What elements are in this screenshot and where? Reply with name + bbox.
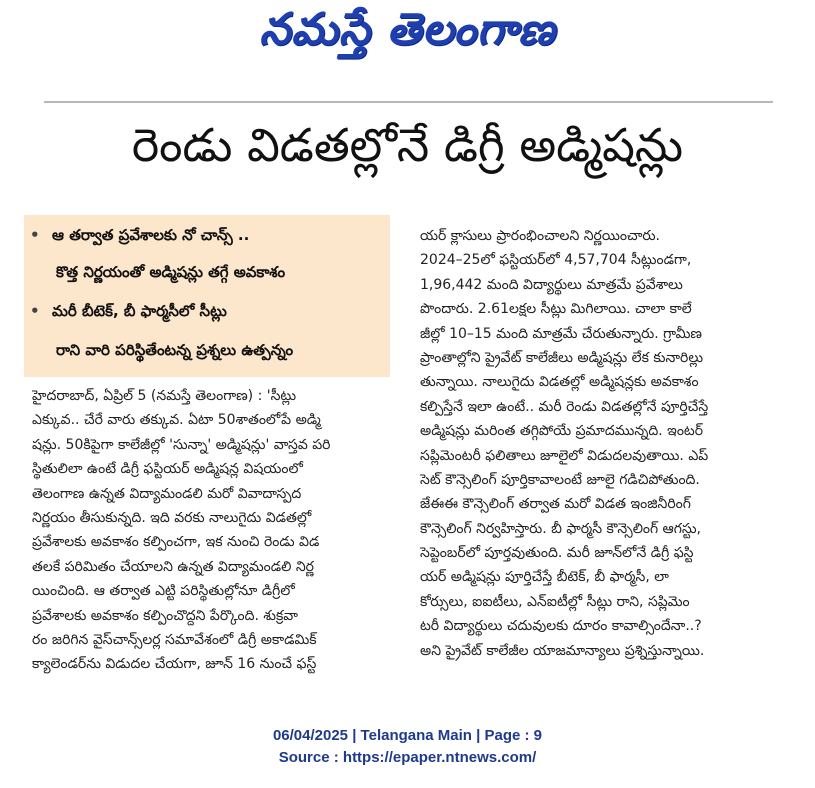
highlight-line-4: రాని వారి పరిస్థితేంటన్న ప్రశ్నలు ఉత్పన్నం	[56, 341, 294, 359]
article-right-column	[420, 224, 792, 663]
article-line: తెలంగాణ ఉన్నత విద్యామండలి మరో వివాదాస్పద	[32, 485, 302, 502]
article-line: టరీ విద్యార్థులు చదువులకు దూరం కావాల్సిందేనా..?	[420, 618, 702, 635]
article-line: షన్లు. 50కిపైగా కాలేజీల్లో 'సున్నా' అడ్మిషన్లు' వాస్తవ పరి	[32, 436, 331, 453]
article-line: తున్నాయి. నాలుగైదు విడతల్లో అడ్మిషన్లకు అవకాశం	[420, 374, 699, 391]
article-line: ప్రవేశాలకు అవకాశం కల్పించగా, ఇక నుంచి రెండు విడ	[32, 534, 320, 551]
article-line: ప్రాంతాల్లోని ప్రైవేట్ కాలేజీలు అడ్మిషన్లు లేక కునారిల్లు	[420, 349, 704, 366]
article-line: హైదరాబాద్, ఏప్రిల్ 5 (నమస్తే తెలంగాణ) : 'సీట్లు	[32, 388, 297, 404]
article-line: అని ప్రైవేట్ కాలేజీల యాజమాన్యాలు ప్రశ్నిస్తున్నాయి.	[420, 642, 705, 659]
article-line: క్యాలెండర్‌ను విడుదల చేయగా, జూన్ 16 నుంచే ఫస్ట్	[32, 656, 317, 673]
article-line: యర్ అడ్మిషన్లు పూర్తిచేస్తే బీటెక్, బీ ఫార్మసీ, లా	[420, 569, 669, 586]
article-line: కోర్సులు, ఐఐటీలు, ఎన్ఐటీల్లో సీట్లు రాని, సప్లిమెం	[420, 593, 690, 610]
article-line: తలకే పరిమితం చేయాలని ఉన్నత విద్యామండలి నిర్ణ	[32, 558, 314, 575]
article-line: ఎక్కువ.. చేరే వారు తక్కువ. ఏటా 50శాతంలోపే అడ్మి	[32, 412, 321, 429]
newspaper-masthead: నమస్తే తెలంగాణ	[259, 4, 556, 55]
article-line: జేఈఈ కౌన్సెలింగ్ తర్వాత మరో విడత ఇంజినీరింగ్	[420, 496, 691, 513]
article-line: సెప్టెంబర్‌లో పూర్తవుతుంది. మరీ జూన్‌లోనే డిగ్రీ ఫస్టి	[420, 545, 694, 562]
article-line: సప్లిమెంటరీ ఫలితాలు జూలైలో విడుదలవుతాయి. ఎప్	[420, 447, 709, 464]
article-line: నిర్ణయం తీసుకున్నది. ఇది వరకు నాలుగైదు విడతల్లో	[32, 509, 312, 526]
article-line: స్థితులిలా ఉంటే డిగ్రీ ఫస్టియర్ అడ్మిషన్ల విషయంలో	[32, 461, 303, 478]
article-line: 2024–25లో ఫస్టియర్‌లో 4,57,704 సీట్లుండగా,	[420, 252, 692, 269]
highlight-line-3	[30, 302, 227, 324]
article-line: ప్రవేశాలకు అవకాశం కల్పించొద్దని పేర్కొంది. శుక్రవా	[32, 607, 298, 624]
article-line: 1,96,442 మంది విద్యార్థులు మాత్రమే ప్రవేశాలు	[420, 276, 683, 293]
article-line: పొందారు. 2.61లక్షల సీట్లు మిగిలాయి. చాలా కాలే	[420, 301, 692, 318]
edition-info: 06/04/2025 | Telangana Main | Page : 9	[272, 727, 543, 744]
article-left-column	[32, 384, 396, 677]
article-line: యర్ క్లాసులు ప్రారంభించాలని నిర్ణయించారు.	[420, 228, 660, 244]
article-headline: రెండు విడతల్లోనే డిగ్రీ అడ్మిషన్లు	[131, 118, 684, 172]
highlight-text: మరీ బీటెక్, బీ ఫార్మసీలో సీట్లు	[52, 302, 227, 320]
article-line: కౌన్సెలింగ్ నిర్వహిస్తారు. బీ ఫార్మసీ కౌన్సెలింగ్ ఆగస్టు,	[420, 520, 702, 537]
article-line: రం జరిగిన వైస్‌చాన్స్‌లర్ల సమావేశంలో డిగ్రీ అకాడమిక్	[32, 631, 317, 648]
article-line: యించింది. ఆ తర్వాత ఎట్టి పరిస్థితుల్లోనూ డిగ్రీలో	[32, 583, 295, 600]
masthead-divider	[44, 101, 773, 103]
source-link[interactable]: Source : https://epaper.ntnews.com/	[278, 749, 537, 766]
highlight-line-1	[30, 226, 249, 248]
article-line: సెట్ కౌన్సెలింగ్ పూర్తికావాలంటే జూలై గడిచిపోతుంది.	[420, 471, 700, 488]
article-line: జీల్లో 10–15 మంది మాత్రమే చేరుతున్నారు. గ్రామీణ	[420, 325, 702, 342]
highlight-line-2: కొత్త నిర్ణయంతో అడ్మిషన్లు తగ్గే అవకాశం	[56, 263, 286, 281]
bullet-icon: •	[30, 302, 40, 320]
highlight-text: ఆ తర్వాత ప్రవేశాలకు నో చాన్స్ ..	[52, 226, 250, 244]
article-line: అడ్మిషన్లు మరింత తగ్గిపోయే ప్రమాదమున్నది. ఇంటర్	[420, 423, 704, 440]
article-line: కల్పిస్తేనే ఇలా ఉంటే.. మరీ రెండు విడతల్లోనే పూర్తిచేస్తే	[420, 398, 709, 415]
bullet-icon: •	[30, 226, 40, 244]
